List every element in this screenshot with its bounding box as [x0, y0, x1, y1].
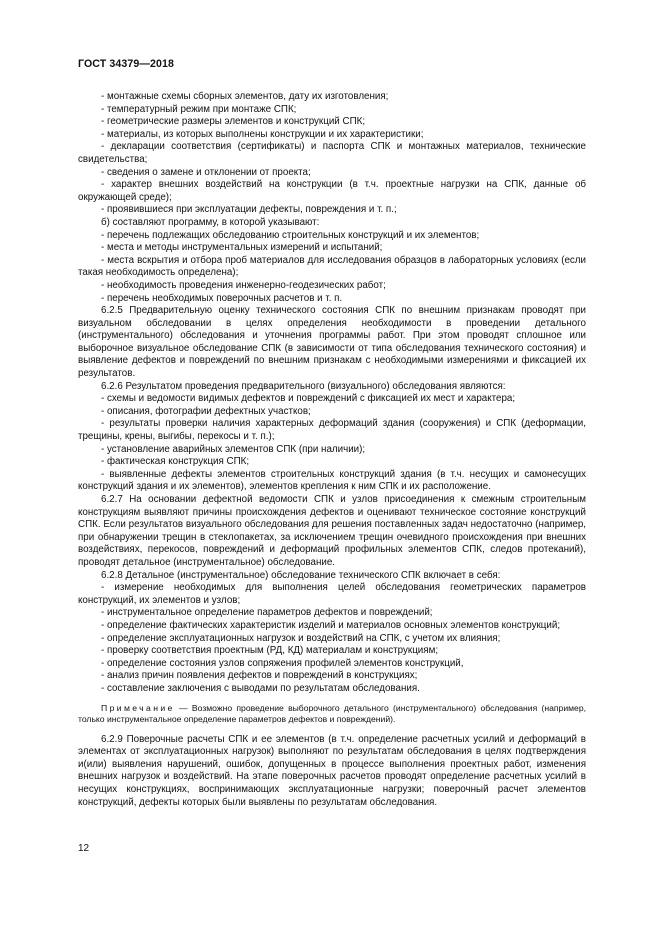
paragraph: - составление заключения с выводами по результатам обследования.: [101, 682, 420, 694]
note: [78, 703, 586, 726]
paragraph: 6.2.5 Предварительную оценку технического состояния СПК по внешним признакам проводят при визуальном обследовании в целях определения необходимости в проведении детального (инструментального) обследования и уточнения программы работ. При этом проводят сплошное или выборочное визуальное обследование СПК (в зависимости от типа обследования технического состояния) и выявление дефектов и повреждений по внешним признакам с необходимыми измерениями и фиксацией их результатов.: [78, 305, 586, 380]
paragraph: 6.2.7 На основании дефектной ведомости СПК и узлов присоединения к смежным строительным конструкциям выявляют причины происхождения дефектов и оценивают техническое состояние конструкций СПК. Если результатов визуального обследования для решения поставленных задач недостаточно (например, при обнаружении трещин в стеклопакетах, за исключением трещин очевидного происхождения при внешних воздействиях, перекосов, повреждений и деформаций профильных элементов СПК, следов протеканий), проводят детальное (инструментальное) обследование.: [78, 494, 586, 568]
paragraph: - определение эксплуатационных нагрузок и воздействий на СПК, с учетом их влияния;: [101, 632, 501, 644]
paragraph: - описания, фотографии дефектных участков;: [101, 405, 311, 417]
paragraph-final: 6.2.9 Поверочные расчеты СПК и ее элементов (в т.ч. определение расчетных усилий и деформаций в элементах от эксплуатационных нагрузок) выполняют по результатам обследования в целях подтверждения и(или) выявления нарушений, ошибок, допущенных в процессе выполнения проектных работ, изменения внешних нагрузок и воздействий. На этапе поверочных расчетов проводят определение расчетных усилий в несущих конструкциях, воспринимающих эксплуатационные нагрузки; поверочный расчет элементов конструкций, дефекты которых были выявлены по результатам обследования.: [78, 733, 586, 808]
paragraph: - места и методы инструментальных измерений и испытаний;: [101, 242, 383, 254]
note-label: Примечание: [101, 702, 175, 713]
paragraph: - характер внешних воздействий на конструкции (в т.ч. проектные нагрузки на СПК, данные об окружающей среде);: [78, 179, 586, 203]
paragraph: - материалы, из которых выполнены конструкции и их характеристики;: [101, 128, 424, 140]
paragraph: - перечень необходимых поверочных расчетов и т. п.: [101, 292, 343, 304]
paragraph: - результаты проверки наличия характерных деформаций здания (сооружения) и СПК (деформации, трещины, крены, выгибы, перекосы и т. п.);: [78, 418, 586, 443]
paragraph: - установление аварийных элементов СПК (при наличии);: [101, 443, 366, 455]
paragraph: - монтажные схемы сборных элементов, дату их изготовления;: [101, 91, 389, 102]
document-header: ГОСТ 34379—2018: [78, 58, 175, 70]
paragraph: - проявившиеся при эксплуатации дефекты, повреждения и т. п.;: [101, 204, 397, 216]
paragraph: - сведения о замене и отклонении от проекта;: [101, 166, 311, 178]
paragraph: б) составляют программу, в которой указывают:: [101, 216, 320, 228]
paragraph: - определение состояния узлов сопряжения профилей элементов конструкций,: [101, 657, 464, 669]
paragraph: - места вскрытия и отбора проб материалов для исследования образцов в лабораторных условиях (если такая необходимость определена);: [78, 254, 586, 279]
paragraph: - перечень подлежащих обследованию строительных конструкций и их элементов;: [101, 229, 480, 241]
paragraph: - инструментальное определение параметров дефектов и повреждений;: [101, 607, 433, 619]
paragraph: 6.2.8 Детальное (инструментальное) обследование технического СПК включает в себя:: [101, 569, 501, 581]
note-text: — Возможно проведение выборочного детального (инструментального) обследования (например, только инструментальное определение параметров дефектов и повреждений).: [78, 702, 586, 724]
paragraph: - проверку соответствия проектным (РД, КД) материалам и конструкциям;: [101, 645, 439, 657]
page-number: 12: [78, 843, 90, 854]
paragraph: - выявленные дефекты элементов строительных конструкций здания (в т.ч. несущих и самонесущих конструкций здания и их элементов), элементов крепления к ним СПК и их расположение.: [78, 468, 586, 493]
paragraph: - схемы и ведомости видимых дефектов и повреждений с фиксацией их мест и характера;: [101, 393, 516, 405]
paragraph: - определение фактических характеристик изделий и материалов основных элементов конструкций;: [101, 619, 561, 631]
paragraph: - фактическая конструкция СПК;: [101, 456, 250, 468]
paragraph: - геометрические размеры элементов и конструкций СПК;: [101, 116, 366, 128]
paragraph: - температурный режим при монтаже СПК;: [101, 103, 297, 115]
paragraph: - декларации соответствия (сертификаты) и паспорта СПК и монтажных материалов, технические свидетельства;: [78, 141, 586, 165]
paragraph: - необходимость проведения инженерно-геодезических работ;: [101, 279, 386, 291]
document-body: [78, 91, 586, 809]
paragraph: - анализ причин появления дефектов и повреждений в конструкциях;: [101, 670, 418, 682]
paragraph: - измерение необходимых для выполнения целей обследования геометрических параметров конструкций, их элементов и узлов;: [78, 582, 586, 606]
paragraph: 6.2.6 Результатом проведения предварительного (визуального) обследования являются:: [101, 380, 506, 392]
